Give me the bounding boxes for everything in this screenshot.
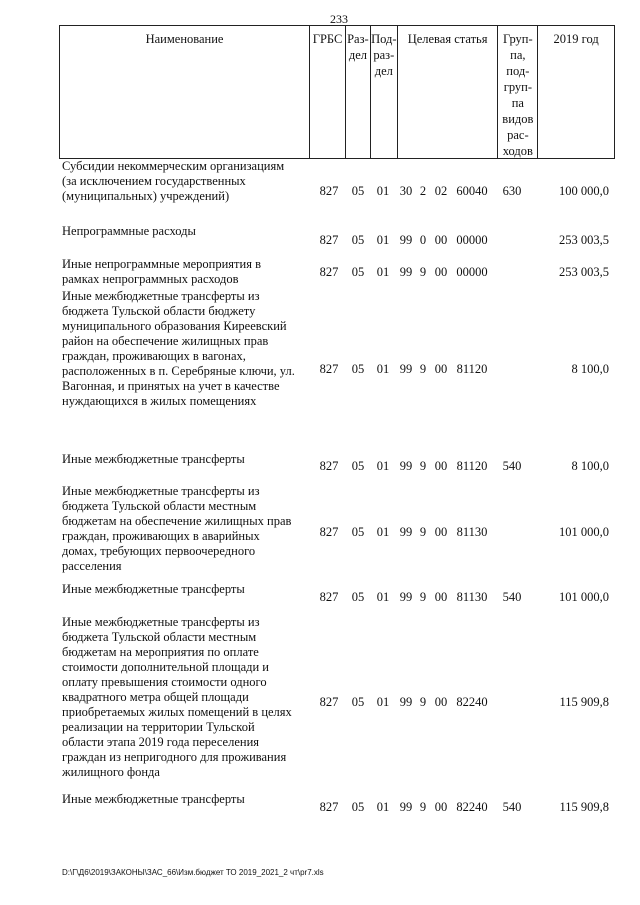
row-cs3: 00 — [434, 459, 448, 473]
row-cs4: 00000 — [456, 233, 488, 247]
row-grbs: 827 — [319, 800, 339, 814]
row-cs1: 99 — [399, 590, 413, 604]
row-sum: 115 909,8 — [559, 800, 609, 814]
row-pr: 01 — [376, 233, 390, 247]
row-grbs: 827 — [319, 590, 339, 604]
row-cs4: 81120 — [456, 362, 488, 376]
row-rz: 05 — [351, 184, 365, 198]
row-cs1: 99 — [399, 459, 413, 473]
row-cs3: 00 — [434, 800, 448, 814]
page-number: 233 — [330, 12, 348, 26]
row-name: Непрограммные расходы — [62, 224, 196, 238]
row-cs3: 00 — [434, 590, 448, 604]
row-cs4: 00000 — [456, 265, 488, 279]
row-cs4: 81130 — [456, 590, 488, 604]
row-cs3: 00 — [434, 362, 448, 376]
row-rz: 05 — [351, 800, 365, 814]
row-name: Иные межбюджетные трансферты — [62, 582, 245, 596]
row-cs1: 99 — [399, 695, 413, 709]
row-rz: 05 — [351, 590, 365, 604]
row-cs2: 9 — [419, 695, 427, 709]
row-rz: 05 — [351, 695, 365, 709]
row-pr: 01 — [376, 525, 390, 539]
row-name: Иные непрограммные мероприятия в рамках непрограммных расходов — [62, 257, 261, 286]
row-grbs: 827 — [319, 233, 339, 247]
row-sum: 253 003,5 — [559, 265, 609, 279]
row-sum: 253 003,5 — [559, 233, 609, 247]
row-cs2: 0 — [419, 233, 427, 247]
row-pr: 01 — [376, 362, 390, 376]
row-sum: 8 100,0 — [571, 459, 609, 473]
row-cs4: 82240 — [456, 800, 488, 814]
row-grbs: 827 — [319, 459, 339, 473]
row-cs3: 02 — [434, 184, 448, 198]
row-cs2: 9 — [419, 590, 427, 604]
row-cs1: 99 — [399, 525, 413, 539]
row-name: Иные межбюджетные трансферты — [62, 452, 245, 466]
row-vr: 540 — [502, 800, 522, 814]
row-rz: 05 — [351, 265, 365, 279]
row-vr: 540 — [502, 590, 522, 604]
row-cs1: 30 — [399, 184, 413, 198]
row-cs1: 99 — [399, 800, 413, 814]
header-target-article: Целевая статья — [397, 26, 498, 158]
row-vr: 630 — [502, 184, 522, 198]
row-pr: 01 — [376, 590, 390, 604]
header-grbs: ГРБС — [309, 26, 345, 158]
table-header — [59, 25, 615, 159]
row-cs1: 99 — [399, 233, 413, 247]
row-cs2: 9 — [419, 265, 427, 279]
row-cs4: 60040 — [456, 184, 488, 198]
row-pr: 01 — [376, 695, 390, 709]
row-grbs: 827 — [319, 362, 339, 376]
row-cs1: 99 — [399, 362, 413, 376]
row-cs3: 00 — [434, 695, 448, 709]
row-vr: 540 — [502, 459, 522, 473]
row-cs4: 81130 — [456, 525, 488, 539]
row-cs4: 81120 — [456, 459, 488, 473]
row-sum: 101 000,0 — [559, 590, 609, 604]
row-pr: 01 — [376, 265, 390, 279]
row-grbs: 827 — [319, 525, 339, 539]
header-name: Наименование — [145, 32, 224, 46]
row-name: Иные межбюджетные трансферты из бюджета Тульской области местным бюджетам на мероприятия по оплате стоимости дополнительной площади и оплату превышения стоимости одного квадратного метра общей площади приобретаемых жилых помещений в целях реализации на территории Тульской области этапа 2019 года переселения граждан из непригодного для проживания жилищного фонда — [62, 615, 292, 779]
row-pr: 01 — [376, 184, 390, 198]
row-grbs: 827 — [319, 184, 339, 198]
row-name: Субсидии некоммерческим организациям (за исключением государственных (муниципальных) учреждений) — [62, 159, 285, 203]
row-sum: 8 100,0 — [571, 362, 609, 376]
row-cs3: 00 — [434, 525, 448, 539]
row-cs3: 00 — [434, 233, 448, 247]
row-sum: 101 000,0 — [559, 525, 609, 539]
row-cs2: 9 — [419, 362, 427, 376]
row-sum: 100 000,0 — [559, 184, 609, 198]
row-cs2: 9 — [419, 800, 427, 814]
row-cs2: 9 — [419, 459, 427, 473]
row-cs2: 2 — [419, 184, 427, 198]
row-name: Иные межбюджетные трансферты из бюджета Тульской области бюджету муниципального образования Киреевский район на обеспечение жилищных прав граждан, проживающих в вагонах, расположенных в п. Серебряные ключи, ул. Вагонная, и принятых на учет в качестве нуждающихся в жилых помещениях — [62, 289, 295, 408]
row-sum: 115 909,8 — [559, 695, 609, 709]
row-pr: 01 — [376, 800, 390, 814]
header-podrazdel: Под- раз- дел — [370, 26, 397, 158]
row-rz: 05 — [351, 362, 365, 376]
header-year-2019: 2019 год — [537, 26, 614, 158]
row-rz: 05 — [351, 459, 365, 473]
row-cs2: 9 — [419, 525, 427, 539]
file-path-footer: D:\Г\Д6\2019\ЗАКОНЫ\ЗАС_66\Изм.бюджет ТО 2019_2021_2 чт\pr7.xls — [62, 868, 324, 877]
row-grbs: 827 — [319, 695, 339, 709]
row-pr: 01 — [376, 459, 390, 473]
row-cs1: 99 — [399, 265, 413, 279]
row-cs4: 82240 — [456, 695, 488, 709]
row-name: Иные межбюджетные трансферты из бюджета Тульской области местным бюджетам на обеспечение жилищных прав граждан, проживающих в аварийных домах, требующих первоочередного расселения — [62, 484, 292, 573]
header-razdel: Раз- дел — [345, 26, 370, 158]
row-cs3: 00 — [434, 265, 448, 279]
row-rz: 05 — [351, 525, 365, 539]
row-grbs: 827 — [319, 265, 339, 279]
row-rz: 05 — [351, 233, 365, 247]
header-expense-type: Груп- па, под- груп- па видов рас- ходов — [497, 26, 537, 158]
row-name: Иные межбюджетные трансферты — [62, 792, 245, 806]
